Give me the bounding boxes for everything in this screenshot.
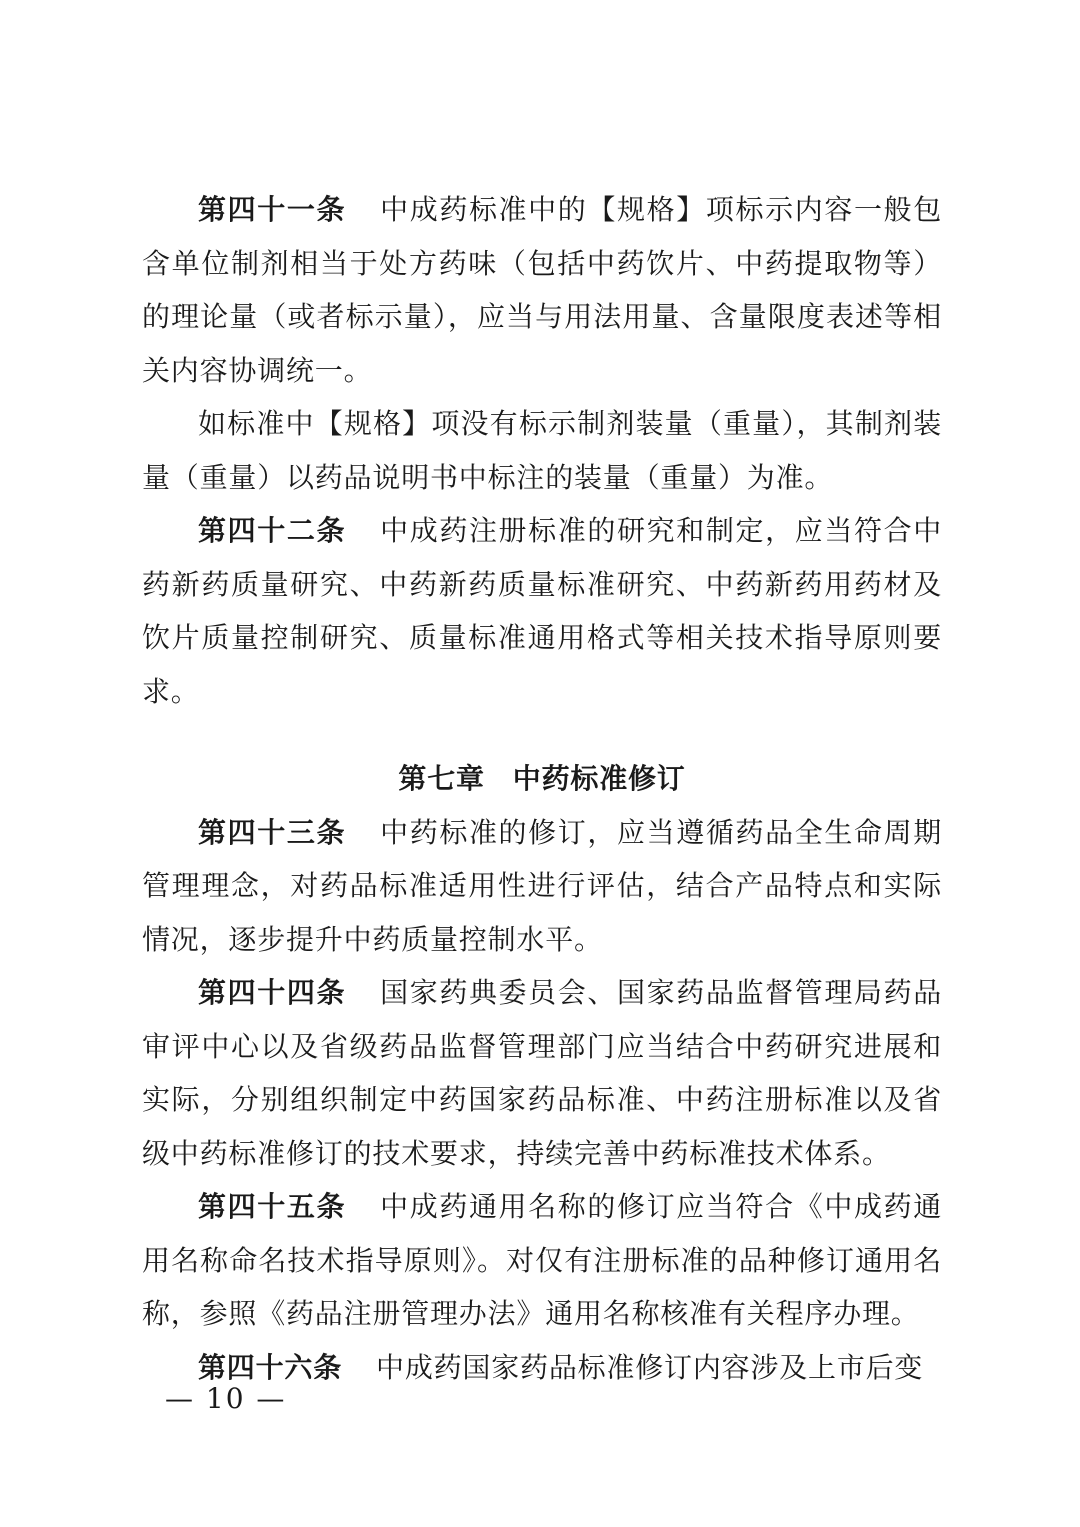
chapter-title: 中药标准修订 xyxy=(512,762,686,795)
paragraph-spec-note: 如标准中【规格】项没有标示制剂装量（重量），其制剂装量（重量）以药品说明书中标注的装量（重量）为准。 xyxy=(142,407,942,494)
article-label: 第四十二条 xyxy=(198,514,347,547)
chapter-heading xyxy=(142,752,942,806)
article-43 xyxy=(142,806,942,967)
article-label: 第四十六条 xyxy=(198,1350,343,1384)
article-41 xyxy=(142,183,942,397)
article-label: 第四十五条 xyxy=(198,1190,347,1223)
article-label: 第四十一条 xyxy=(198,193,347,226)
article-text: 中成药通用名称的修订应当符合《中成药通用名称命名技术指导原则》。对仅有注册标准的品种修订通用名称，参照《药品注册管理办法》通用名称核准有关程序办理。 xyxy=(142,1190,942,1330)
article-text: 中成药国家药品标准修订内容涉及上市后变 xyxy=(376,1350,924,1384)
article-text: 中成药标准中的【规格】项标示内容一般包含单位制剂相当于处方药味（包括中药饮片、中药提取物等）的理论量（或者标示量），应当与用法用量、含量限度表述等相关内容协调统一。 xyxy=(142,193,942,387)
article-label: 第四十四条 xyxy=(198,976,347,1009)
article-text: 国家药典委员会、国家药品监督管理局药品审评中心以及省级药品监督管理部门应当结合中药研究进展和实际，分别组织制定中药国家药品标准、中药注册标准以及省级中药标准修订的技术要求，持续完善中药标准技术体系。 xyxy=(142,976,942,1170)
article-45 xyxy=(142,1180,942,1341)
article-text: 中药标准的修订，应当遵循药品全生命周期管理理念，对药品标准适用性进行评估，结合产品特点和实际情况，逐步提升中药质量控制水平。 xyxy=(142,815,942,956)
chapter-number: 第七章 xyxy=(398,762,485,795)
document-body xyxy=(142,183,942,1394)
article-44 xyxy=(142,966,942,1180)
article-text: 中成药注册标准的研究和制定，应当符合中药新药质量研究、中药新药质量标准研究、中药新药用药材及饮片质量控制研究、质量标准通用格式等相关技术指导原则要求。 xyxy=(142,514,942,708)
article-42 xyxy=(142,504,942,718)
article-label: 第四十三条 xyxy=(198,815,347,849)
page-number: — 10 — xyxy=(165,1382,287,1415)
